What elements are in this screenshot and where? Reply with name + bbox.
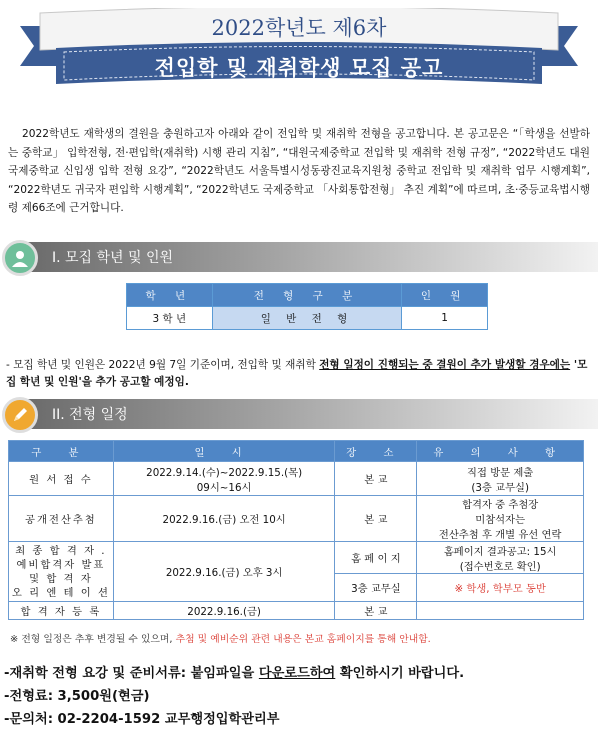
header-cell: 인 원: [402, 284, 488, 307]
header-cell: 장 소: [335, 441, 417, 462]
table-cell: ※ 학생, 학부모 동반: [417, 574, 584, 602]
banner-subtitle: 전입학 및 재취학생 모집 공고: [154, 56, 444, 80]
section-title: II. 전형 일정: [52, 407, 128, 423]
pencil-icon: [2, 397, 38, 433]
final-notes: [4, 662, 464, 731]
intro-paragraph: [8, 125, 590, 218]
recruitment-table: [126, 283, 488, 330]
row-label: 합 격 자 등 록: [9, 602, 114, 620]
table-row: [9, 462, 584, 496]
header-cell: 일 시: [113, 441, 335, 462]
contact-line: -문의처: 02-2204-1592 교무행정입학관리부: [4, 712, 280, 727]
row-label: 원 서 접 수: [9, 462, 114, 496]
table-cell: 홈페이지 결과공고: 15시 (접수번호로 확인): [417, 542, 584, 574]
person-icon: [2, 240, 38, 276]
schedule-table: [8, 440, 584, 620]
row-label: 공개전산추첨: [9, 496, 114, 542]
table-cell: 직접 방문 제출 (3층 교무실): [417, 462, 584, 496]
section-header-recruitment: [0, 240, 598, 274]
section-header-schedule: [0, 397, 598, 431]
row-label: 최 종 합 격 자 . 예비합격자 발표 및 합 격 자 오 리 엔 테 이 션: [9, 542, 114, 602]
table-cell: 홈 페 이 지: [335, 542, 417, 574]
table-cell: 3층 교무실: [335, 574, 417, 602]
schedule-footnote: ※ 전형 일정은 추후 변경될 수 있으며, 추첨 및 예비순위 관련 내용은 본교 홈페이지를 통해 안내함.: [10, 634, 431, 645]
table-row: [9, 602, 584, 620]
table-cell: 2022.9.16.(금) 오전 10시: [113, 496, 335, 542]
header-cell: 전 형 구 분: [212, 284, 402, 307]
table-cell: 2022.9.14.(수)~2022.9.15.(목) 09시~16시: [113, 462, 335, 496]
table-cell: 본 교: [335, 462, 417, 496]
intro-text: 2022학년도 재학생의 결원을 충원하고자 아래와 같이 전입학 및 재취학 전형을 공고합니다. 본 공고문은 “「학생을 선발하는 중학교」 입학전형, 전·편입학(재취학) 시행 관리 지침”, “대원국제중학교 전입학 및 재취학 전형 규정”, “2022학년도 대원국제중학교 신입생 입학 전형 요강”, “2022학년도 서울특별시성동광진교육지원청 중학교 전입학 및 재취학 업무 시행계획”, “2022학년도 귀국자 편입학 시행계획”, “2022학년도 국제중학교 「사회통합전형」 추진 계획”에 따르며, 초·중등교육법시행령 제66조에 근거합니다.: [8, 128, 590, 214]
table-row: [9, 496, 584, 542]
table-cell: 1: [402, 307, 488, 330]
table-header-row: [127, 284, 488, 307]
documents-line: -재취학 전형 요강 및 준비서류: 붙임파일을 다운로드하여 확인하시기 바랍니다.: [4, 666, 465, 681]
header-cell: 유 의 사 항: [417, 441, 584, 462]
section-title: I. 모집 학년 및 인원: [52, 250, 174, 266]
recruitment-note: - 모집 학년 및 인원은 2022년 9월 7일 기준이며, 전입학 및 재취학 전형 일정이 진행되는 중 결원이 추가 발생할 경우에는 '모집 학년 및 인원'을 추가 공고할 예정임.: [6, 359, 588, 388]
table-cell: 2022.9.16.(금): [113, 602, 335, 620]
download-link-text: 다운로드하여: [258, 666, 336, 681]
table-cell: [417, 602, 584, 620]
table-cell: 2022.9.16.(금) 오후 3시: [113, 542, 335, 602]
header-cell: 구 분: [9, 441, 114, 462]
header-cell: 학 년: [127, 284, 213, 307]
table-cell: 본 교: [335, 602, 417, 620]
table-row: [9, 542, 584, 574]
fee-line: -전형료: 3,500원(현금): [4, 689, 150, 704]
table-cell: 3 학 년: [127, 307, 213, 330]
banner-title: 2022학년도 제6차: [211, 16, 387, 40]
table-cell: 본 교: [335, 496, 417, 542]
table-header-row: [9, 441, 584, 462]
table-row: [127, 307, 488, 330]
note-emphasis: 전형 일정이 진행되는 중 결원이 추가 발생할 경우에는: [319, 359, 571, 371]
table-cell: 합격자 중 추첨장 미참석자는 전산추첨 후 개별 유선 연락: [417, 496, 584, 542]
table-cell: 일 반 전 형: [212, 307, 402, 330]
